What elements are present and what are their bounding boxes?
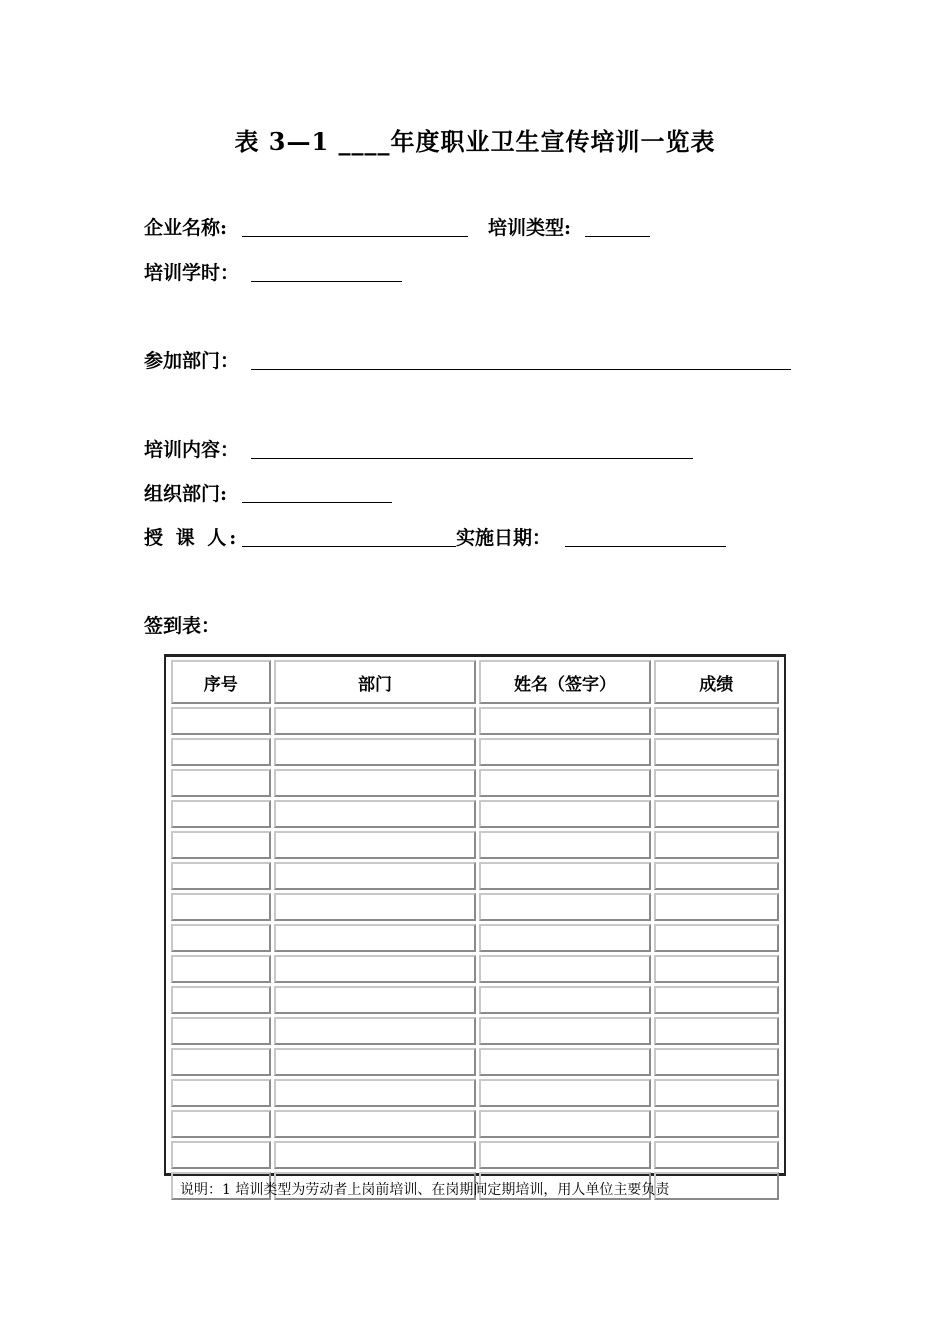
- cell-department[interactable]: [274, 707, 477, 735]
- cell-department[interactable]: [274, 1079, 477, 1107]
- header-score: 成绩: [654, 660, 779, 704]
- table-row: [171, 831, 779, 859]
- cell-score[interactable]: [654, 862, 779, 890]
- cell-serial[interactable]: [171, 707, 271, 735]
- cell-serial[interactable]: [171, 924, 271, 952]
- cell-department[interactable]: [274, 986, 477, 1014]
- cell-name-signature[interactable]: [479, 986, 650, 1014]
- cell-serial[interactable]: [171, 986, 271, 1014]
- cell-department[interactable]: [274, 924, 477, 952]
- cell-name-signature[interactable]: [479, 1079, 650, 1107]
- cell-score[interactable]: [654, 1017, 779, 1045]
- page-title: 表 3—1 ____年度职业卫生宣传培训一览表: [234, 127, 716, 156]
- lecturer-label: 授 课 人:: [144, 527, 240, 549]
- organizer-label: 组织部门:: [144, 483, 228, 505]
- cell-serial[interactable]: [171, 893, 271, 921]
- content-field[interactable]: [251, 458, 693, 459]
- table-row: [171, 924, 779, 952]
- table-row: [171, 1017, 779, 1045]
- cell-name-signature[interactable]: [479, 1048, 650, 1076]
- cell-department[interactable]: [274, 769, 477, 797]
- cell-score[interactable]: [654, 707, 779, 735]
- header-serial: 序号: [171, 660, 271, 704]
- cell-serial[interactable]: [171, 1110, 271, 1138]
- cell-department[interactable]: [274, 1141, 477, 1169]
- cell-name-signature[interactable]: [479, 862, 650, 890]
- cell-serial[interactable]: [171, 831, 271, 859]
- cell-department[interactable]: [274, 800, 477, 828]
- date-label: 实施日期：: [456, 527, 552, 549]
- table-row: [171, 800, 779, 828]
- header-department: 部门: [274, 660, 477, 704]
- table-row: [171, 893, 779, 921]
- training-hours-label: 培训学时：: [144, 262, 240, 284]
- table-row: [171, 1048, 779, 1076]
- cell-name-signature[interactable]: [479, 1017, 650, 1045]
- cell-name-signature[interactable]: [479, 1141, 650, 1169]
- header-name-signature: 姓名（签字）: [479, 660, 650, 704]
- cell-department[interactable]: [274, 955, 477, 983]
- cell-name-signature[interactable]: [479, 1110, 650, 1138]
- departments-field[interactable]: [251, 369, 791, 370]
- table-row: [171, 707, 779, 735]
- table-row: [171, 955, 779, 983]
- cell-score[interactable]: [654, 893, 779, 921]
- cell-score[interactable]: [654, 1079, 779, 1107]
- table-row: [171, 1110, 779, 1138]
- cell-score[interactable]: [654, 738, 779, 766]
- cell-name-signature[interactable]: [479, 955, 650, 983]
- company-name-field[interactable]: [242, 236, 468, 237]
- cell-serial[interactable]: [171, 738, 271, 766]
- cell-department[interactable]: [274, 831, 477, 859]
- cell-name-signature[interactable]: [479, 924, 650, 952]
- training-type-label: 培训类型:: [488, 217, 572, 239]
- table-row: [171, 986, 779, 1014]
- cell-serial[interactable]: [171, 769, 271, 797]
- cell-score[interactable]: [654, 831, 779, 859]
- signin-label: 签到表：: [144, 615, 221, 637]
- table-row: [171, 1141, 779, 1169]
- signin-table: [168, 657, 782, 1203]
- cell-department[interactable]: [274, 1110, 477, 1138]
- cell-score[interactable]: [654, 1141, 779, 1169]
- training-type-field[interactable]: [585, 236, 650, 237]
- cell-score[interactable]: [654, 955, 779, 983]
- signin-table-frame: [164, 654, 786, 1176]
- lecturer-field[interactable]: [242, 546, 456, 547]
- cell-serial[interactable]: [171, 1079, 271, 1107]
- table-row: [171, 1079, 779, 1107]
- table-header-row: [171, 660, 779, 704]
- training-hours-field[interactable]: [251, 281, 402, 282]
- cell-serial[interactable]: [171, 862, 271, 890]
- note-text: 说明：1 培训类型为劳动者上岗前培训、在岗期间定期培训，用人单位主要负责: [180, 1182, 670, 1198]
- cell-department[interactable]: [274, 893, 477, 921]
- table-row: [171, 738, 779, 766]
- cell-department[interactable]: [274, 862, 477, 890]
- cell-score[interactable]: [654, 1048, 779, 1076]
- cell-name-signature[interactable]: [479, 769, 650, 797]
- cell-name-signature[interactable]: [479, 707, 650, 735]
- cell-score[interactable]: [654, 986, 779, 1014]
- cell-score[interactable]: [654, 1110, 779, 1138]
- date-field[interactable]: [565, 546, 726, 547]
- cell-department[interactable]: [274, 738, 477, 766]
- cell-department[interactable]: [274, 1048, 477, 1076]
- company-name-label: 企业名称:: [144, 217, 228, 239]
- table-row: [171, 862, 779, 890]
- cell-serial[interactable]: [171, 1141, 271, 1169]
- cell-department[interactable]: [274, 1017, 477, 1045]
- cell-score[interactable]: [654, 769, 779, 797]
- cell-score[interactable]: [654, 800, 779, 828]
- content-label: 培训内容：: [144, 439, 240, 461]
- cell-serial[interactable]: [171, 1017, 271, 1045]
- cell-score[interactable]: [654, 1172, 779, 1200]
- cell-name-signature[interactable]: [479, 831, 650, 859]
- cell-serial[interactable]: [171, 1048, 271, 1076]
- organizer-field[interactable]: [242, 502, 392, 503]
- table-row: [171, 769, 779, 797]
- cell-name-signature[interactable]: [479, 800, 650, 828]
- cell-score[interactable]: [654, 924, 779, 952]
- cell-serial[interactable]: [171, 955, 271, 983]
- departments-label: 参加部门：: [144, 350, 240, 372]
- cell-serial[interactable]: [171, 800, 271, 828]
- cell-name-signature[interactable]: [479, 893, 650, 921]
- cell-name-signature[interactable]: [479, 738, 650, 766]
